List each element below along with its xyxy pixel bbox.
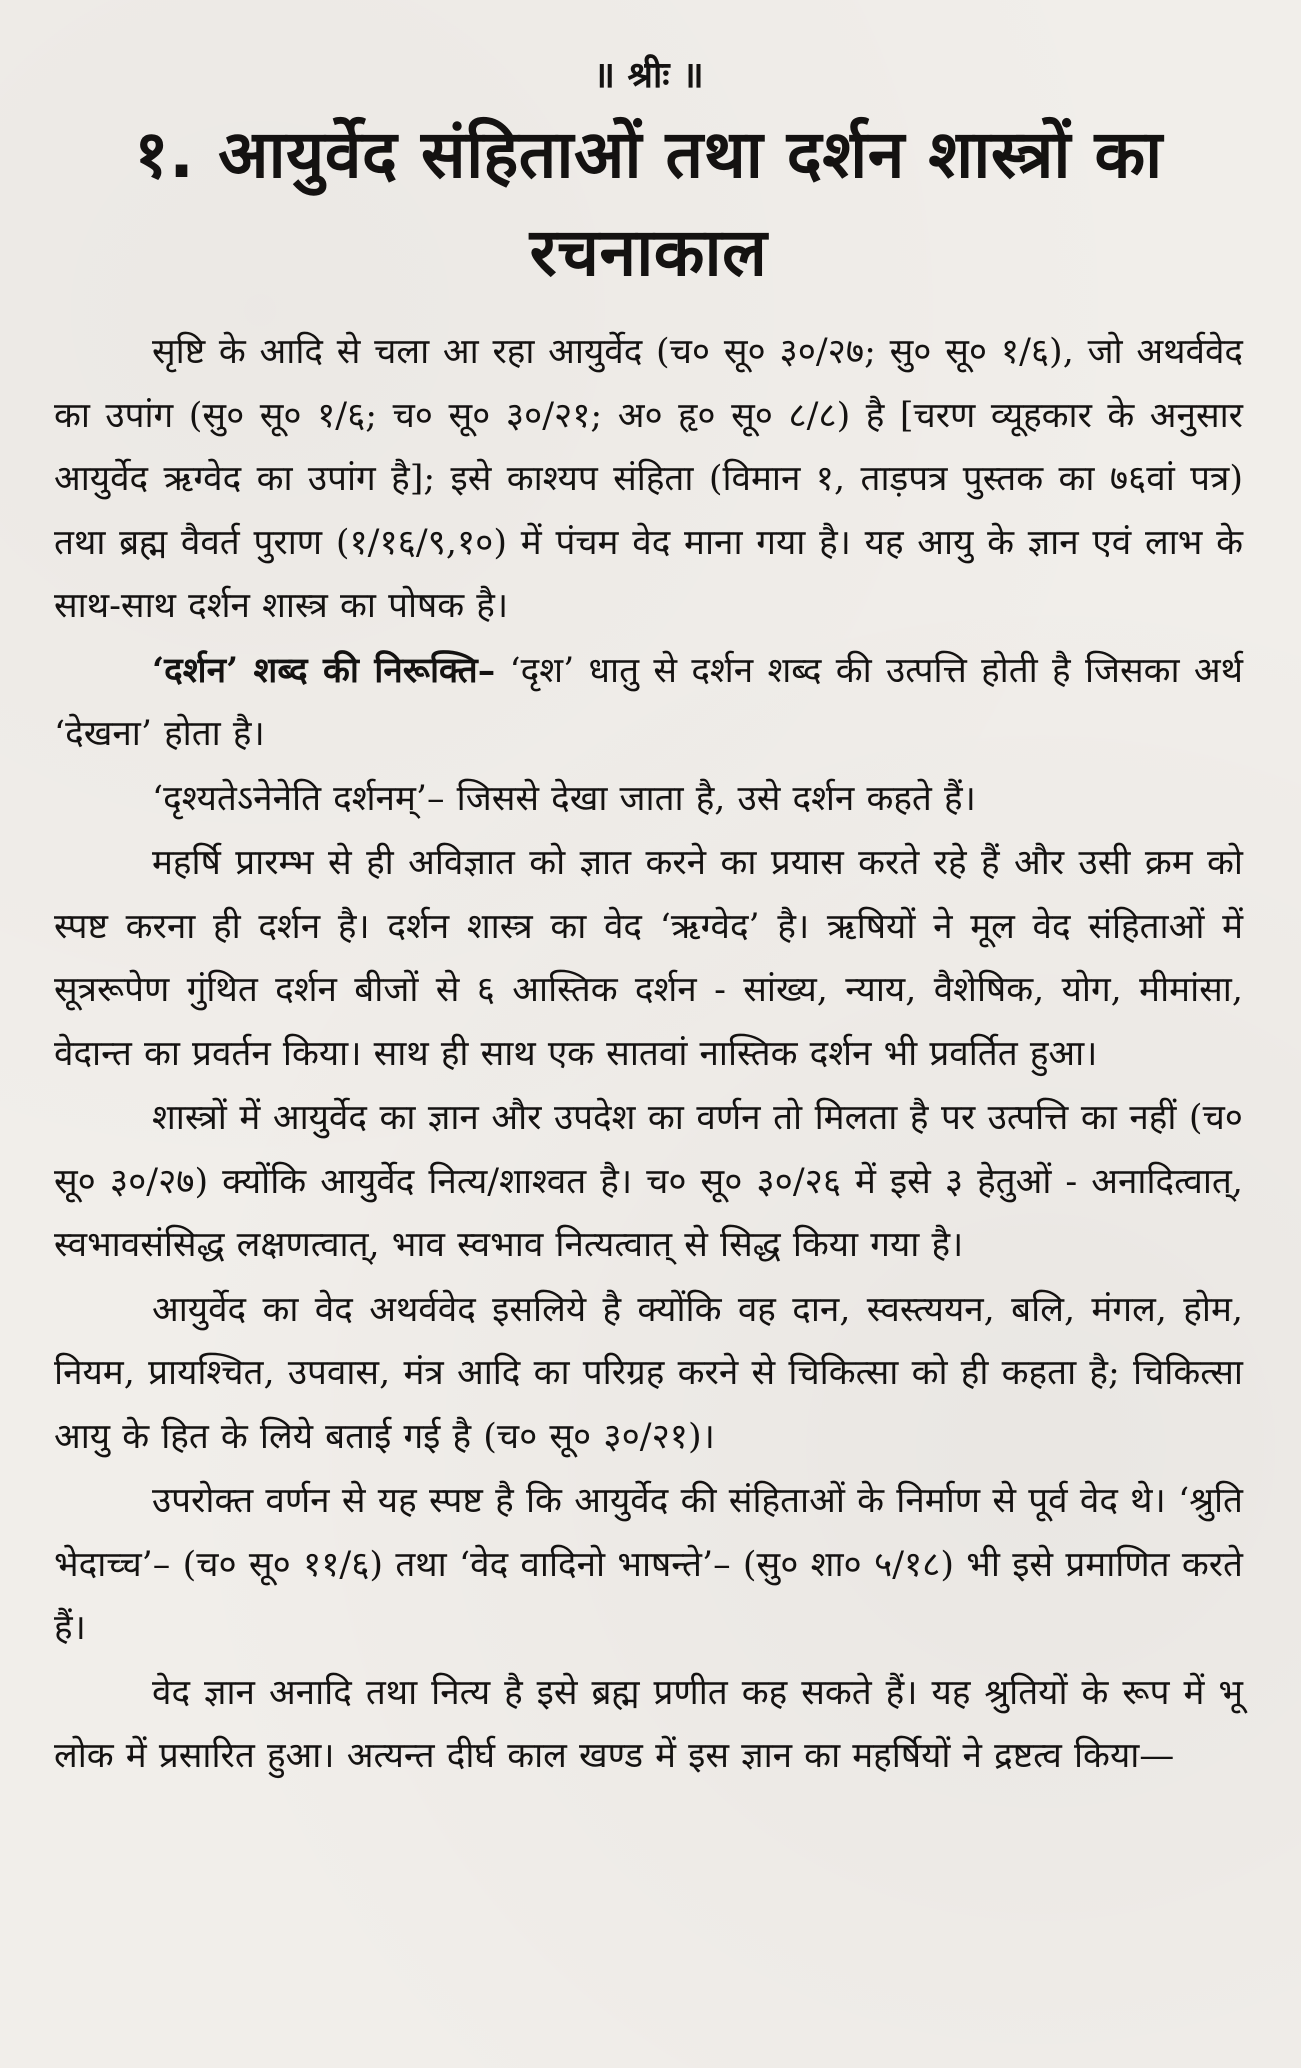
chapter-number: १.: [134, 116, 195, 193]
invocation-heading: ॥ श्रीः ॥: [593, 54, 704, 96]
chapter-title-line-2: रचनाकाल: [529, 214, 768, 291]
paragraph-6: [54, 1278, 1243, 1470]
paragraph-3-text: ‘दृश्यतेऽनेनेति दर्शनम्’– जिससे देखा जाता है, उसे दर्शन कहते हैं।: [152, 778, 976, 819]
chapter-title-line-1: [54, 106, 1243, 204]
paragraph-8-text: वेद ज्ञान अनादि तथा नित्य है इसे ब्रह्म प्रणीत कह सकते हैं। यह श्रुतियों के रूप में भू लोक में प्रसारित हुआ। अत्यन्त दीर्घ काल खण्ड में इस ज्ञान का महर्षियों ने द्रष्टत्व किया—: [54, 1672, 1243, 1776]
paragraph-4: [54, 831, 1243, 1086]
paragraph-2-lead: ‘दर्शन’ शब्द की निरूक्ति–: [152, 649, 496, 691]
paragraph-5: [54, 1086, 1243, 1278]
paragraph-4-text: महर्षि प्रारम्भ से ही अविज्ञात को ज्ञात करने का प्रयास करते रहे हैं और उसी क्रम को स्पष्ट करना ही दर्शन है। दर्शन शास्त्र का वेद ‘ऋग्वेद’ है। ऋषियों ने मूल वेद संहिताओं में सूत्ररूपेण गुंथित दर्शन बीजों से ६ आस्तिक दर्शन - सांख्य, न्याय, वैशेषिक, योग, मीमांसा, वेदान्त का प्रवर्तन किया। साथ ही साथ एक सातवां नास्तिक दर्शन भी प्रवर्तित हुआ।: [54, 843, 1243, 1074]
paragraph-7-text: उपरोक्त वर्णन से यह स्पष्ट है कि आयुर्वेद की संहिताओं के निर्माण से पूर्व वेद थे। ‘श्रुति भेदाच्च’– (च० सू० ११/६) तथा ‘वेद वादिनो भाषन्ते’– (सु० शा० ५/१८) भी इसे प्रमाणित करते हैं।: [54, 1481, 1243, 1648]
paragraph-1: [54, 320, 1243, 639]
paragraph-2-text: ‘दृश’ धातु से दर्शन शब्द की उत्पत्ति होती है जिसका अर्थ ‘देखना’ होता है।: [54, 650, 1244, 754]
paragraph-8: [54, 1661, 1243, 1789]
paragraph-2: [54, 639, 1243, 767]
chapter-title-text-1: आयुर्वेद संहिताओं तथा दर्शन शास्त्रों का: [218, 116, 1163, 193]
paragraph-1-text: सृष्टि के आदि से चला आ रहा आयुर्वेद (च० सू० ३०/२७; सु० सू० १/६), जो अथर्ववेद का उपांग (सु० सू० १/६; च० सू० ३०/२१; अ० हृ० सू० ८/८) है [चरण व्यूहकार के अनुसार आयुर्वेद ऋग्वेद का उपांग है]; इसे काश्यप संहिता (विमान १, ताड़पत्र पुस्तक का ७६वां पत्र) तथा ब्रह्म वैवर्त पुराण (१/१६/९,१०) में पंचम वेद माना गया है। यह आयु के ज्ञान एवं लाभ के साथ-साथ दर्शन शास्त्र का पोषक है।: [54, 332, 1243, 626]
paragraph-3: [54, 767, 1243, 832]
paragraph-6-text: आयुर्वेद का वेद अथर्ववेद इसलिये है क्योंकि वह दान, स्वस्त्ययन, बलि, मंगल, होम, नियम, प्रायश्चित, उपवास, मंत्र आदि का परिग्रह करने से चिकित्सा को ही कहता है; चिकित्सा आयु के हित के लिये बताई गई है (च० सू० ३०/२१)।: [54, 1289, 1243, 1457]
paragraph-7: [54, 1469, 1243, 1661]
chapter-title: [54, 106, 1243, 302]
paragraph-5-text: शास्त्रों में आयुर्वेद का ज्ञान और उपदेश का वर्णन तो मिलता है पर उत्पत्ति का नहीं (च० सू० ३०/२७) क्योंकि आयुर्वेद नित्य/शाश्वत है। च० सू० ३०/२६ में इसे ३ हेतुओं - अनादित्वात्, स्वभावसंसिद्ध लक्षणत्वात्, भाव स्वभाव नित्यत्वात् से सिद्ध किया गया है।: [54, 1098, 1243, 1265]
